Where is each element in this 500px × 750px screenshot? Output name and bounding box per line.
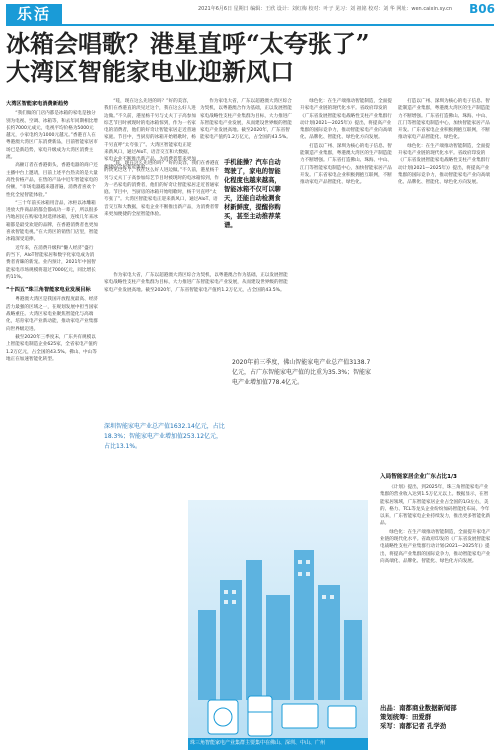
subhead-14th-plan: “十四五”珠三角智能家电业发展目标 xyxy=(6,287,91,294)
paragraph: 作为家电大省，广东以超港澳大湾区综合为契机，以粤港澳合作为基础，正以发展智能家电战略性支柱产业集群为目标，大力推进广东智能家电产业发展，从而建设世界级的智能家电产业发展高地。截至2020年，广东省智能家电产值约1.2万亿元，占全国的43.5%。 xyxy=(200,99,292,141)
article-column-2 xyxy=(104,98,196,170)
stat-shenzhen: 深圳智能家电产业总产值1632.14亿元，占比18.3%；智能家电产业增加值253.12亿元，占比13.1%。 xyxy=(104,423,225,450)
paragraph: “我们做的门店内都是冰箱的家电是独分别为电视、空调、冰箱等，和去年同期相比增长约7000元成元，电视平均价格为5000元越元，小家电约为1000元越元。”香港百人在粤港澳大湾区广东消费新品，目前智能家居市场已是新趋势，家电升级成为大湾区消费主流。 xyxy=(6,111,98,161)
sidebar-headline: 入局智能家居企业广东占比1/3 xyxy=(380,474,457,480)
header-rule xyxy=(6,24,494,26)
credit-producer: 出品：南都商业数据新闻部 xyxy=(380,704,457,712)
credits xyxy=(380,704,457,731)
page-number: B06 xyxy=(469,2,495,16)
credit-planner: 策划统筹：田爱群 xyxy=(380,713,432,721)
paragraph: 高额订者在香港街头，香港电器的商户还主播中台上邀请，目前上述平台热卖的是大量高性价格产品，在售的产品中近年智能家电的份额，“市场电器越来越普遍，消费者喜欢个性化全屋智能体验。” xyxy=(6,163,98,198)
paragraph: 近年来，在消费升级和“懒人经济”盛行的当下，AIoT智能家居和数字化家电成为消费者青睐的新宠。业内预计，2021年中国智能家电市场规模将超过7000亿元，同比增长约11%。 xyxy=(6,245,96,280)
stat-foshan: 2020年前三季度，佛山智能家电产业总产值3138.7亿元，占广东智能家电产值的比重为35.3%；智能家电产业增加值778.4亿元。 xyxy=(232,359,372,386)
article-column-5 xyxy=(398,98,492,458)
credit-writer: 采写：南都记者 孔学劲 xyxy=(380,722,447,730)
article-column-2-bottom xyxy=(104,272,290,342)
city-illustration xyxy=(188,500,368,750)
headline-line-2: 大湾区智能家电业迎新风口 xyxy=(6,57,294,86)
headline xyxy=(6,30,494,86)
subhead-consumer-trend: 大湾区智能家电消费新趋势 xyxy=(6,101,69,107)
date-line: 2021年6月6日 星期日 编辑：王欣 设计：刘红梅 校对：叶子 见习：刘 祖铭 校对：刘 华 网址：wen.caixin.sy.cn xyxy=(198,6,452,12)
paragraph: “哇，现在这么先进的吗？”好的美容，我们在香港直的淡见过这个，我在这么好人进边做。”不久前，港星杨千另与丈夫丁子高参加综艺节目时被现时的电冰箱惊到，作为一名家电的消费者，他们的好奇让智能家居走近普通家庭。节目中，当厨房的冰箱开始唱歌时，杨千另直呼“太夸张了”。大湾区智能家电正迎来新风口，通过AIoT、语音交互和大数据，家电企业不断推出新产品，为消费者带来更加便捷的全屋智能体验。 xyxy=(104,99,196,170)
paragraph: 绿色化：在生产端推动智能制造，全面提升家电产业链的现代化水平。省政府印发的《广东省发展智能家电战略性支柱产业集群行动计划(2021—2025年)》提出，将提高产业集群的国际竞争力，推动智能家电产业向高端化、品牌化、智能化、绿色化方向发展。 xyxy=(398,143,490,186)
page-header xyxy=(0,0,500,24)
headline-line-1: 冰箱会唱歌？港星直呼“太夸张了” xyxy=(6,29,370,58)
paragraph: 作为家电大省，广东以超港澳大湾区综合为契机，以粤港澳合作为基础，正以发展智能家电战略性支柱产业集群为目标，大力推进广东智能家电产业发展，从而建设世界级的智能家电产业发展高地。截至2020年，广东省智能家电产值约1.2万亿元，占全国的43.5%。 xyxy=(104,273,288,293)
illustration-banner: 珠三角智能家电产业集群主要集中在佛山、深圳、中山、广州 xyxy=(190,740,326,746)
paragraph: 《计划》提出，到2025年，珠三角智能家电产业集群的营业收入达到1.5万亿元以上。数据显示，在智能家居领域，广东智能家居企业占全国的1/3左右，美的、格力、TCL等龙头企业纷纷加码智能化布局。今年以来，广东智能家电企业持续发力，推出更多智能化新品。 xyxy=(380,485,491,527)
paragraph: 粤港澳大湾区是我国开放程度最高、经济活力最强的区域之一，在规划发展中担当国家战略重任。大湾区家电业聚焦智能化与高端化，培育家电产业新动能，推动家电产业集群向世界级迈进。 xyxy=(6,297,98,332)
sidebar-text xyxy=(380,484,492,674)
article-column-2-left xyxy=(104,160,220,270)
paragraph: “哇，现在这么先进的吗？”好的美容，我们在香港直的淡见过这个，我在这么好人进边做。”不久前，港星杨千另与丈夫丁子高参加综艺节目时被现时的电冰箱惊到，作为一名家电的消费者，他们的好奇让智能家居走近普通家庭。节目中，当厨房的冰箱开始唱歌时，杨千另直呼“太夸张了”。大湾区智能家电正迎来新风口，通过AIoT、语音交互和大数据，家电企业不断推出新产品，为消费者带来更加便捷的全屋智能体验。 xyxy=(104,161,220,218)
pull-quote: 手机能操？汽车自动驾驶了，家电的智能化程度也越来越高，智能冰箱不仅可以聊天，还能自动检测食材新鲜度，提醒你购买，甚至主动推荐菜谱。 xyxy=(224,159,281,229)
paragraph: 截至2020年三季度末，广东共有规模以上智能家电制造企业625家，全省家电产值约1.2万亿元，占全国的43.5%。佛山、中山等地正在加速智能化转型。 xyxy=(6,334,98,362)
paragraph: 绿色化：在生产端推动智能制造，全面提升家电产业链的现代化水平。省政府印发的《广东省发展智能家电战略性支柱产业集群行动计划(2021—2025年)》提出，将提高产业集群的国际竞争力，推动智能家电产业向高端化、品牌化、智能化、绿色化方向发展。 xyxy=(300,99,392,141)
article-column-1 xyxy=(6,98,98,750)
paragraph: 打造以广州、深圳为核心的电子信息、智能制造产业集群，粤港澳大湾区的生产制造能力不断增强。广东省打造佛山、珠海、中山、江门等智能家电制造中心，加快智能家居产品开发。广东省家电企业积极拥抱互联网，不断推动家电产品智能化、绿色化。 xyxy=(398,99,490,141)
paragraph: 绿色化：在生产端推动智能制造，全面提升家电产业链的现代化水平。省政府印发的《广东省发展智能家电战略性支柱产业集群行动计划(2021—2025年)》提出，将提高产业集群的国际竞争力，推动智能家电产业向高端化、品牌化、智能化、绿色化方向发展。 xyxy=(380,529,491,564)
article-column-3 xyxy=(200,98,292,158)
paragraph: “三十年前买冰箱用音品，冰柜以冰雕箱进放大件商品的都会都成功一辈子，所以很多内地居民在购家电时选择冰箱，连续几年来冰箱都是最受欢迎的品牌，在香港消费者也更加喜欢智能电视。”在大湾区的销售门店里，智能冰箱深受追捧。 xyxy=(6,200,98,243)
section-tag: 乐活 xyxy=(6,4,62,24)
paragraph: 打造以广州、深圳为核心的电子信息、智能制造产业集群，粤港澳大湾区的生产制造能力不断增强。广东省打造佛山、珠海、中山、江门等智能家电制造中心，加快智能家居产品开发。广东省家电企业积极拥抱互联网，不断推动家电产品智能化、绿色化。 xyxy=(300,143,392,186)
